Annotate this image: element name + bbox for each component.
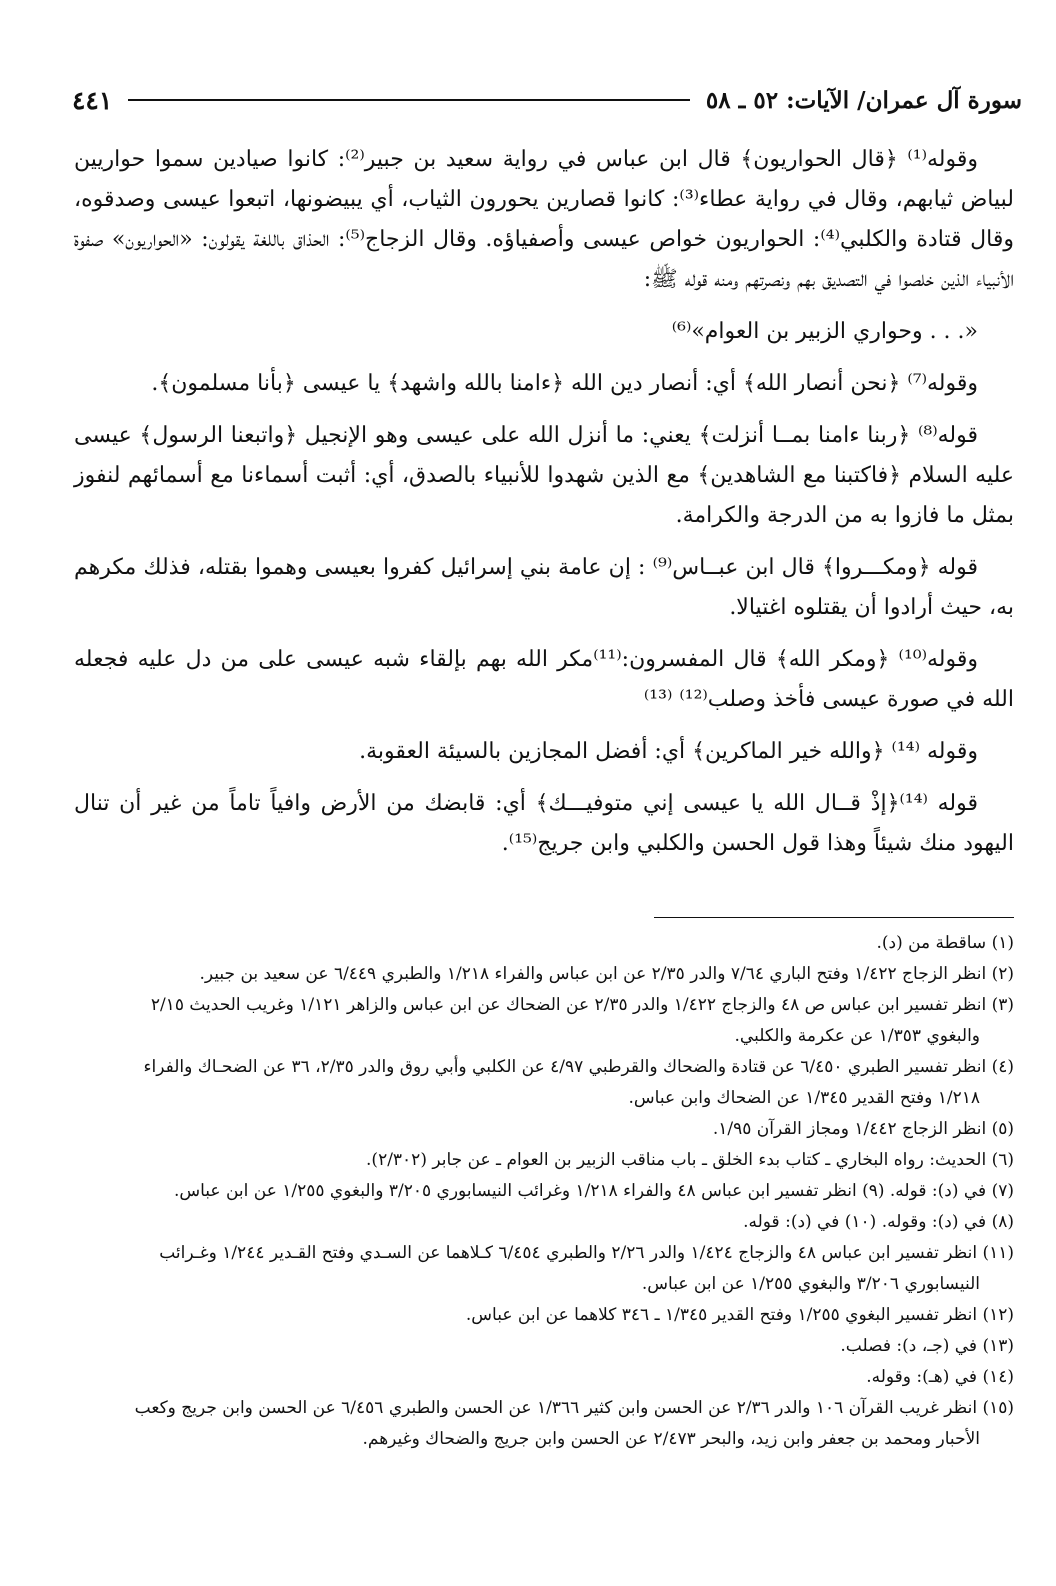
- footnote: (٥) انظر الزجاج ١/٤٤٢ ومجاز القرآن ١/٩٥.: [712, 1119, 1014, 1139]
- footnote: (٨) في (د): وقوله. (١٠) في (د): قوله.: [743, 1212, 1014, 1232]
- header-rule: [128, 99, 690, 101]
- footnote: (١٢) انظر تفسير البغوي ١/٢٥٥ وفتح القدير ١/٣٤٥ ـ ٣٤٦ كلاهما عن ابن عباس.: [465, 1305, 1014, 1325]
- running-title: سورة آل عمران/ الآيات: ٥٢ ـ ٥٨: [705, 86, 1022, 114]
- footnote: (٢) انظر الزجاج ١/٤٢٢ وفتح الباري ٧/٦٤ والدر ٢/٣٥ عن ابن عباس والفراء ١/٢١٨ والطبري ٦/٤٤٩ عن سعيد بن جبير.: [199, 964, 1014, 984]
- paragraph-hawariyyun: وقوله⁽¹⁾ ﴿قال الحواريون﴾ قال ابن عباس في رواية سعيد بن جبير⁽²⁾: كانوا صيادين سموا حواريين لبياض ثيابهم، وقال في رواية عطاء⁽³⁾: كانوا قصارين يحورون الثياب، أي يبيضونها، اتبعوا عيسى وصدقوه، وقال قتادة والكلبي⁽⁴⁾: الحواريون خواص عيسى وأصفياؤه. وقال الزجاج⁽⁵⁾: الحذاق باللغة يقولون: «الحواريون» صفوة الأنبياء الذين خلصوا في التصديق بهم ونصرتهم ومنه قوله ﷺ:: [74, 147, 1014, 292]
- main-text: [74, 140, 1014, 876]
- footnote-continuation: الأحبار ومحمد بن جعفر وابن زيد، والبحر ٢/٤٧٣ عن الحسن وابن جريج والضحاك وغيرهم.: [362, 1429, 980, 1449]
- footnote-continuation: ١/٢١٨ وفتح القدير ١/٣٤٥ عن الضحاك وابن عباس.: [628, 1088, 980, 1108]
- footnote: (١٣) في (جـ، د): فصلب.: [840, 1336, 1014, 1356]
- footnote: (١) ساقطة من (د).: [876, 933, 1014, 953]
- footnote: (٧) في (د): قوله. (٩) انظر تفسير ابن عباس ٤٨ والفراء ١/٢١٨ وغرائب النيسابوري ٣/٢٠٥ والبغوي ١/٢٥٥ عن ابن عباس.: [173, 1181, 1014, 1201]
- paragraph-khayr-al-makirin: وقوله ⁽¹⁴⁾ ﴿والله خير الماكرين﴾ أي: أفضل المجازين بالسيئة العقوبة.: [359, 739, 978, 764]
- footnote-separator: [654, 917, 1014, 918]
- footnotes: [74, 928, 1014, 1455]
- footnote: (١٥) انظر غريب القرآن ١٠٦ والدر ٢/٣٦ عن الحسن وابن كثير ١/٣٦٦ عن الحسن والطبري ٦/٤٥٦ عن الحسن وابن جريج وكعب: [134, 1398, 1014, 1418]
- paragraph-mutawaffika: قوله ⁽¹⁴⁾﴿إذْ قــال الله يا عيسى إني متوفيـــك﴾ أي: قابضك من الأرض وافياً تاماً من غير أن تنال اليهود منك شيئاً وهذا قول الحسن والكلبي وابن جريج⁽¹⁵⁾.: [74, 791, 1014, 856]
- paragraph-makaru: قوله ﴿ومكـــروا﴾ قال ابن عبــاس⁽⁹⁾ : إن عامة بني إسرائيل كفروا بعيسى وهموا بقتله، فذلك مكرهم به، حيث أرادوا أن يقتلوه اغتيالا.: [74, 555, 1014, 620]
- running-header: [72, 80, 1022, 120]
- footnote: (٦) الحديث: رواه البخاري ـ كتاب بدء الخلق ـ باب مناقب الزبير بن العوام ـ عن جابر (٢/٣٠٢).: [366, 1150, 1014, 1170]
- footnote-continuation: والبغوي ١/٣٥٣ عن عكرمة والكلبي.: [734, 1026, 980, 1046]
- page-number: ٤٤١: [72, 85, 113, 115]
- footnote-continuation: النيسابوري ٣/٢٠٦ والبغوي ١/٢٥٥ عن ابن عباس.: [641, 1274, 980, 1294]
- paragraph-ansar-allah: وقوله⁽⁷⁾ ﴿نحن أنصار الله﴾ أي: أنصار دين الله ﴿ءامنا بالله واشهد﴾ يا عيسى ﴿بأنا مسلمون﴾.: [151, 371, 978, 396]
- paragraph-rabbana: قوله⁽⁸⁾ ﴿ربنا ءامنا بمــا أنزلت﴾ يعني: ما أنزل الله على عيسى وهو الإنجيل ﴿واتبعنا الرسول﴾ عيسى عليه السلام ﴿فاكتبنا مع الشاهدين﴾ مع الذين شهدوا للأنبياء بالصدق، أي: أثبت أسماءنا مع أسمائهم لنفوز بمثل ما فازوا به من الدرجة والكرامة.: [74, 423, 1014, 528]
- footnote: (١١) انظر تفسير ابن عباس ٤٨ والزجاج ١/٤٢٤ والدر ٢/٢٦ والطبري ٦/٤٥٤ كـلاهما عن السـدي وفتح القـدير ١/٢٤٤ وغـرائب: [159, 1243, 1014, 1263]
- footnote: (٣) انظر تفسير ابن عباس ص ٤٨ والزجاج ١/٤٢٢ والدر ٢/٣٥ عن الضحاك عن ابن عباس والزاهر ١/١٢١ وغريب الحديث ٢/١٥: [150, 995, 1014, 1015]
- footnote: (٤) انظر تفسير الطبري ٦/٤٥٠ عن قتادة والضحاك والقرطبي ٤/٩٧ عن الكلبي وأبي روق والدر ٢/٣٥، ٣٦ عن الضحـاك والفراء: [143, 1057, 1014, 1077]
- paragraph-makr-allah: وقوله⁽¹⁰⁾ ﴿ومكر الله﴾ قال المفسرون:⁽¹¹⁾مكر الله بهم بإلقاء شبه عيسى على من دل عليه فجعله الله في صورة عيسى فأخذ وصلب⁽¹²⁾ ⁽¹³⁾: [74, 647, 1014, 712]
- footnote: (١٤) في (هـ): وقوله.: [866, 1367, 1014, 1387]
- hadith-quote: «. . . وحواري الزبير بن العوام»⁽⁶⁾: [671, 319, 978, 344]
